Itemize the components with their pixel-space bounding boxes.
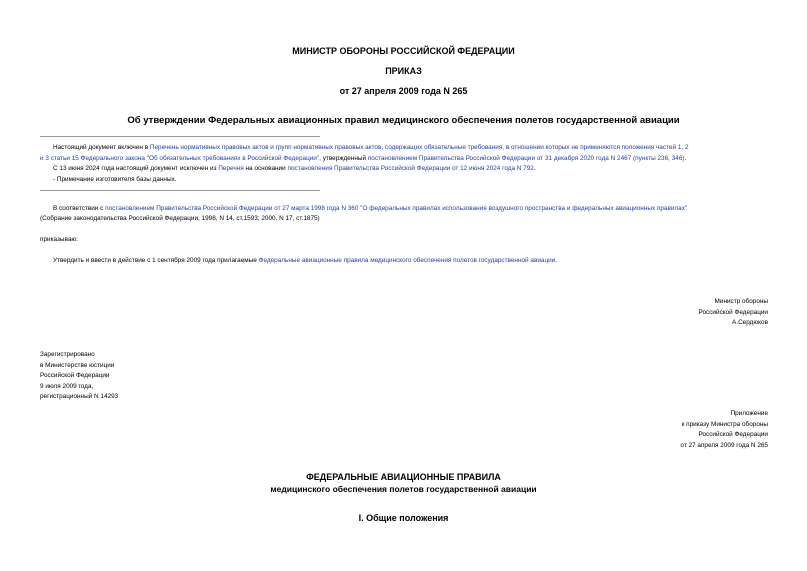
registration-line: Зарегистрировано xyxy=(40,351,95,358)
signature-country: Российской Федерации xyxy=(698,308,768,316)
registration-block xyxy=(40,350,118,403)
order-text: Утвердить и ввести в действие с 1 сентября 2009 года прилагаемые xyxy=(53,257,259,264)
document-date-number: от 27 апреля 2009 года N 265 xyxy=(339,86,468,96)
signature-name: А.Сердюков xyxy=(732,319,768,326)
appendix-line: Российской Федерации xyxy=(698,431,768,438)
note-divider-bottom xyxy=(40,190,320,191)
appendix-line: от 27 апреля 2009 года N 265 xyxy=(680,441,768,449)
federal-law-link[interactable]: и 3 статьи 15 Федерального закона "Об обязательных требованиях в Российской Федерации" xyxy=(40,155,320,162)
note-text: на основании xyxy=(243,165,288,172)
signature-position: Министр обороны xyxy=(714,298,768,305)
note-text: С 13 июня 2024 года настоящий документ исключен из xyxy=(53,165,219,172)
note-text: , утвержденный xyxy=(319,155,368,162)
appendix-line: к приказу Министра обороны xyxy=(681,420,768,428)
order-word: приказываю: xyxy=(40,236,78,243)
note-line-2 xyxy=(40,155,686,163)
note-line-1 xyxy=(53,144,689,152)
note-divider-top xyxy=(40,136,320,137)
issuer-heading: МИНИСТР ОБОРОНЫ РОССИЙСКОЙ ФЕДЕРАЦИИ xyxy=(292,46,515,56)
database-maker-note: - Примечание изготовителя базы данных. xyxy=(53,176,177,183)
federal-aviation-rules-link[interactable]: Федеральные авиационные правила медицинского обеспечения полетов государственной авиации xyxy=(258,257,556,264)
note-text: . xyxy=(533,165,536,172)
government-decree-792-link[interactable]: постановления Правительства Российской Федерации от 12 июня 2024 года N 792 xyxy=(287,165,534,172)
rules-title: ФЕДЕРАЛЬНЫЕ АВИАЦИОННЫЕ ПРАВИЛА xyxy=(306,472,501,482)
government-decree-360-link[interactable]: Правительства Российской Федерации от 27 марта 1998 года N 360 "О федеральных правилах использования воздушного пространства и федеральных авиационных правилах" xyxy=(156,205,688,212)
registration-line: Российской Федерации xyxy=(40,372,110,379)
order-clause: Утвердить и ввести в действие с 1 сентября 2009 года прилагаемые Федеральные авиационные правила медицинского обеспечения полетов государственной авиации. xyxy=(53,257,558,264)
perechnya-link[interactable]: Перечня xyxy=(218,165,244,172)
postanovleniem-link[interactable]: постановлением xyxy=(105,205,155,212)
appendix-line: Приложение xyxy=(730,410,768,417)
registration-line: в Министерстве юстиции xyxy=(40,361,115,369)
note-text: . xyxy=(684,155,687,162)
signature-block xyxy=(699,297,769,329)
registration-date: 9 июля 2009 года, xyxy=(40,382,94,390)
note-text: Настоящий документ включен в xyxy=(53,144,150,151)
preamble-line-2: (Собрание законодательства Российской Федерации, 1998, N 14, ст.1593; 2000, N 17, ст.1875) xyxy=(40,215,320,222)
note-line-3 xyxy=(53,165,536,173)
document-type-heading: ПРИКАЗ xyxy=(385,66,422,76)
document-subject-title: Об утверждении Федеральных авиационных правил медицинского обеспечения полетов государственной авиации xyxy=(127,115,680,126)
preamble-text: В соответствии с xyxy=(53,205,106,212)
registration-number: регистрационный N 14293 xyxy=(40,393,119,400)
perechen-link[interactable]: Перечень нормативных правовых актов и групп нормативных правовых актов, содержащих обязательные требования, в отношении которых не применяются положения частей 1, 2 xyxy=(149,144,689,151)
rules-subtitle: медицинского обеспечения полетов государственной авиации xyxy=(270,484,537,494)
government-decree-2467-link[interactable]: постановлением Правительства Российской Федерации от 31 декабря 2020 года N 2467 (пункты 236, 346) xyxy=(367,155,685,162)
section-heading: I. Общие положения xyxy=(358,513,449,523)
preamble-line-1 xyxy=(53,205,687,213)
appendix-block xyxy=(680,409,768,451)
